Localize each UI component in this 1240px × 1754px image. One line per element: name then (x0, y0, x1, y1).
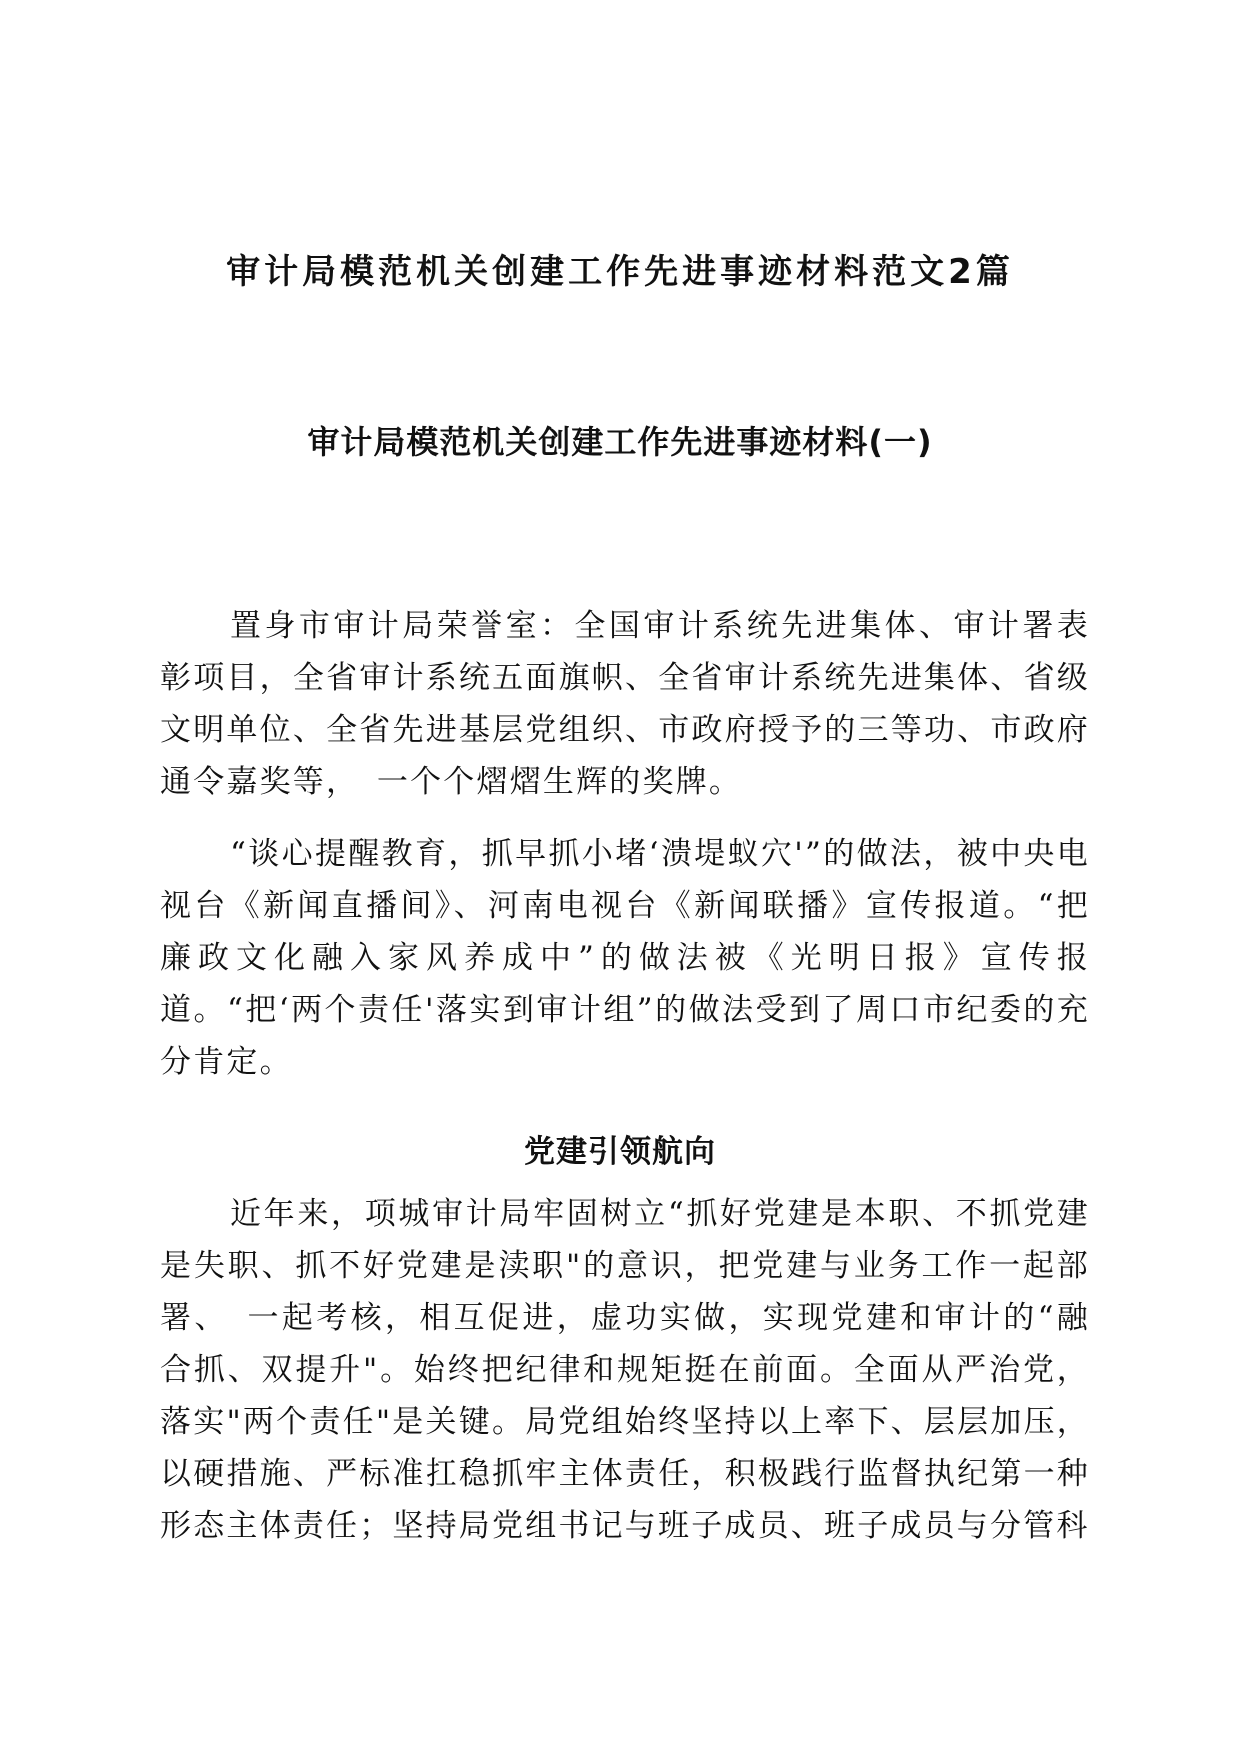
paragraph-media-reports: “谈心提醒教育，抓早抓小堵‘溃堤蚁穴'”的做法，被中央电视台《新闻直播间》、河南电视台《新闻联播》宣传报道。“把廉政文化融入家风养成中”的做法被《光明日报》宣传报道。“把‘两个责任'落实到审计组”的做法受到了周口市纪委的充分肯定。 (160, 836, 1090, 1080)
paragraph-honors: 置身市审计局荣誉室：全国审计系统先进集体、审计署表彰项目，全省审计系统五面旗帜、全省审计系统先进集体、省级文明单位、全省先进基层党组织、市政府授予的三等功、市政府通令嘉奖等， 一个个熠熠生辉的奖牌。 (160, 608, 1090, 800)
paragraph-party-building: 近年来，项城审计局牢固树立“抓好党建是本职、不抓党建是失职、抓不好党建是渎职"的意识，把党建与业务工作一起部署、 一起考核，相互促进，虚功实做，实现党建和审计的“融合抓、双提升"。始终把纪律和规矩挺在前面。全面从严治党，落实"两个责任"是关键。局党组始终坚持以上率下、层层加压，以硬措施、严标准扛稳抓牢主体责任，积极践行监督执纪第一种形态主体责任；坚持局党组书记与班子成员、班子成员与分管科 (160, 1196, 1090, 1544)
document-subtitle: 审计局模范机关创建工作先进事迹材料(一) (307, 423, 933, 461)
section-heading: 党建引领航向 (524, 1134, 716, 1170)
document-title: 审计局模范机关创建工作先进事迹材料范文2篇 (226, 252, 1014, 292)
